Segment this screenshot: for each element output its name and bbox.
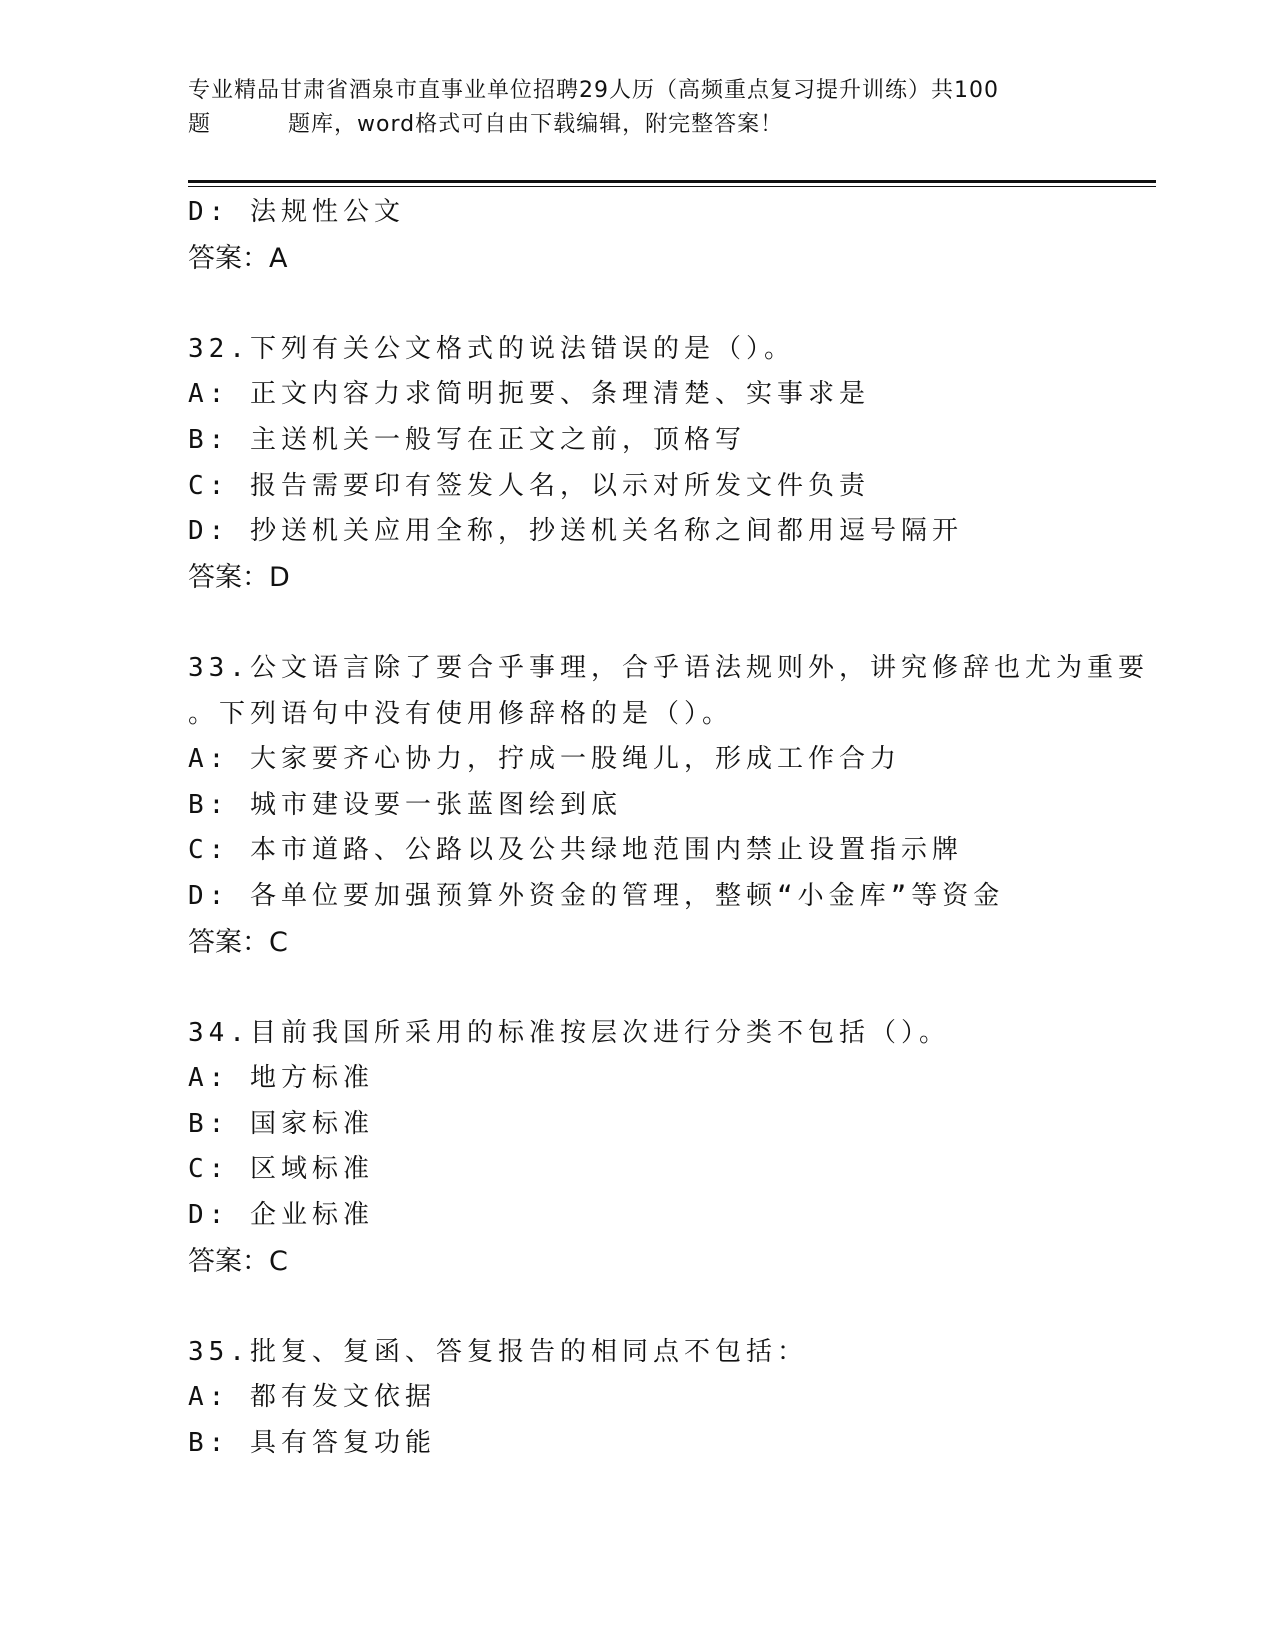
question-34: [188, 1011, 1128, 1285]
header-title-line1: 专业精品甘肃省酒泉市直事业单位招聘29人历（高频重点复习提升训练）共100: [188, 78, 999, 103]
answer-line: 答案：C: [188, 1245, 288, 1277]
option-c: C: 区域标准: [188, 1154, 374, 1185]
answer-line: 答案：D: [188, 561, 290, 593]
header-title-line2: [188, 108, 1088, 142]
option-b: B: 具有答复功能: [188, 1428, 436, 1459]
question-35: [188, 1330, 1128, 1467]
option-c: C: 报告需要印有签发人名，以示对所发文件负责: [188, 470, 870, 501]
option-a: A: 都有发文依据: [188, 1382, 436, 1413]
spacer: [188, 281, 1128, 327]
question-list: [188, 190, 1149, 1467]
question-stem: 34.目前我国所采用的标准按层次进行分类不包括（）。: [188, 1017, 950, 1048]
answer-line: 答案：A: [188, 242, 288, 274]
option-a: A: 地方标准: [188, 1063, 374, 1094]
question-stem-continued: 。下列语句中没有使用修辞格的是（）。: [188, 698, 734, 729]
question-33: [188, 646, 1149, 965]
option-b: B: 主送机关一般写在正文之前，顶格写: [188, 424, 746, 455]
spacer: [188, 1284, 1128, 1330]
header-title-line2-start: 题: [188, 112, 212, 137]
page-header: [188, 74, 1088, 142]
option-d: D: 法规性公文: [188, 197, 405, 227]
option-d: D: 抄送机关应用全称，抄送机关名称之间都用逗号隔开: [188, 516, 963, 547]
spacer: [188, 600, 1128, 646]
header-divider-thick: [188, 180, 1156, 183]
question-stem: 33.公文语言除了要合乎事理，合乎语法规则外，讲究修辞也尤为重要: [188, 652, 1149, 683]
question-31-tail: [188, 190, 1128, 281]
question-stem: 35.批复、复函、答复报告的相同点不包括：: [188, 1336, 808, 1367]
option-a: A: 大家要齐心协力，拧成一股绳儿，形成工作合力: [188, 744, 901, 775]
answer-line: 答案：C: [188, 926, 288, 958]
option-d: D: 各单位要加强预算外资金的管理，整顿“小金库”等资金: [188, 880, 1005, 911]
header-title-line2-rest: 题库，word格式可自由下载编辑，附完整答案！: [288, 112, 784, 137]
option-d: D: 企业标准: [188, 1200, 374, 1231]
header-divider-thin: [188, 186, 1156, 187]
option-b: B: 国家标准: [188, 1108, 374, 1139]
spacer: [188, 965, 1128, 1011]
question-32: [188, 327, 1128, 601]
option-a: A: 正文内容力求简明扼要、条理清楚、实事求是: [188, 379, 870, 410]
option-b: B: 城市建设要一张蓝图绘到底: [188, 789, 622, 820]
option-c: C: 本市道路、公路以及公共绿地范围内禁止设置指示牌: [188, 835, 963, 866]
question-stem: 32.下列有关公文格式的说法错误的是（）。: [188, 333, 795, 364]
